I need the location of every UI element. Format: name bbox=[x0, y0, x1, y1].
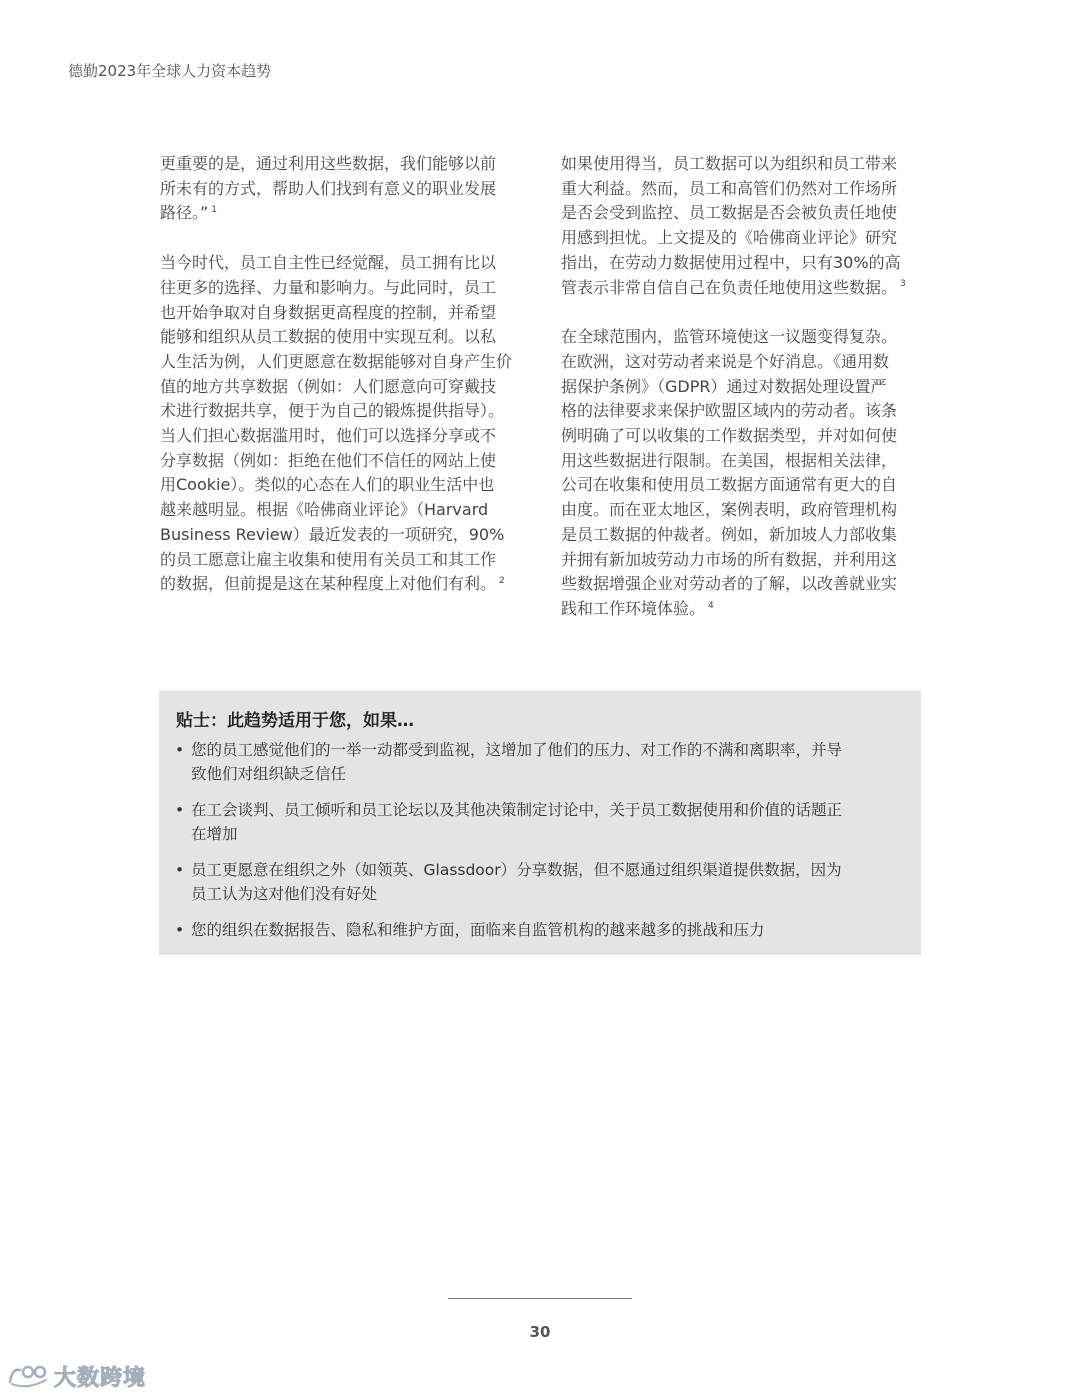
tip-box bbox=[159, 691, 921, 955]
paragraph: 当今时代，员工自主性已经觉醒，员工拥有比以 往更多的选择、力量和影响力。与此同时，员工 也开始争取对自身数据更高程度的控制，并希望 能够和组织从员工数据的使用中实现互利。以私 人生活为例，人们更愿意在数据能够对自身产生价 值的地方共享数据（例如：人们愿意向可穿戴技 术进行数据共享，便于为自己的锻炼提供指导）。 当人们担心数据滥用时，他们可以选择分享或不 分享数据（例如：拒绝在他们不信任的网站上使 用Cookie）。类似的心态在人们的职业生活中也 越来越明显。根据《哈佛商业评论》（Harvard Business Review）最近发表的一项研究，90% 的员工愿意让雇主收集和使用有关员工和其工作 的数据，但前提是这在某种程度上对他们有利。 $^2$ bbox=[160, 253, 513, 594]
list-item: • 您的员工感觉他们的一举一动都受到监视，这增加了他们的压力、对工作的不满和离职率，并导 致他们对组织缺乏信任 bbox=[175, 738, 905, 786]
tip-title: 贴士：此趋势适用于您，如果… bbox=[176, 711, 414, 731]
tip-list bbox=[175, 738, 905, 954]
watermark-text: 大数跨境 bbox=[54, 1366, 147, 1391]
bullet-icon: • bbox=[175, 801, 185, 819]
paragraph: 在全球范围内，监管环境使这一议题变得复杂。 在欧洲，这对劳动者来说是个好消息。《通用数 据保护条例》（GDPR）通过对数据处理设置严 格的法律要求来保护欧盟区域内的劳动者。该条 例明确了可以收集的工作数据类型，并对如何使 用这些数据进行限制。在美国，根据相关法律， 公司在收集和使用员工数据方面通常有更大的自 由度。而在亚太地区，案例表明，政府管理机构 是员工数据的仲裁者。例如，新加坡人力部收集 并拥有新加坡劳动力市场的所有数据，并利用这 些数据增强企业对劳动者的了解，以改善就业实 践和工作环境体验。 $^4$ bbox=[561, 327, 898, 618]
logo-icon bbox=[6, 1362, 50, 1392]
bullet-icon: • bbox=[175, 921, 185, 939]
footnote-ref[interactable]: 4 bbox=[708, 600, 714, 611]
footnote-ref[interactable]: 1 bbox=[211, 205, 218, 216]
footnote-ref[interactable]: 3 bbox=[900, 279, 906, 290]
right-text-column bbox=[561, 152, 917, 647]
page-number: 30 bbox=[529, 1323, 551, 1341]
list-item: • 您的组织在数据报告、隐私和维护方面，面临来自监管机构的越来越多的挑战和压力 bbox=[175, 918, 905, 942]
document-header: 德勤2023年全球人力资本趋势 bbox=[68, 62, 272, 80]
watermark bbox=[6, 1361, 146, 1392]
footer-divider bbox=[448, 1298, 632, 1299]
list-item: • 员工更愿意在组织之外（如领英、Glassdoor）分享数据，但不愿通过组织渠道提供数据，因为 员工认为这对他们没有好处 bbox=[175, 858, 905, 906]
paragraph: 如果使用得当，员工数据可以为组织和员工带来 重大利益。然而，员工和高管们仍然对工作场所 是否会受到监控、员工数据是否会被负责任地使 用感到担忧。上文提及的《哈佛商业评论》研究 指出，在劳动力数据使用过程中，只有30%的高 管表示非常自信自己在负责任地使用这些数据。 $^3$ bbox=[561, 154, 906, 297]
footnote-ref[interactable]: 2 bbox=[499, 575, 505, 586]
bullet-icon: • bbox=[175, 741, 185, 759]
list-item: • 在工会谈判、员工倾听和员工论坛以及其他决策制定讨论中，关于员工数据使用和价值的话题正 在增加 bbox=[175, 798, 905, 846]
paragraph: 更重要的是，通过利用这些数据，我们能够以前 所未有的方式，帮助人们找到有意义的职业发展 路径。” $^1$ bbox=[160, 154, 497, 223]
left-text-column bbox=[160, 152, 522, 622]
bullet-icon: • bbox=[175, 861, 185, 879]
